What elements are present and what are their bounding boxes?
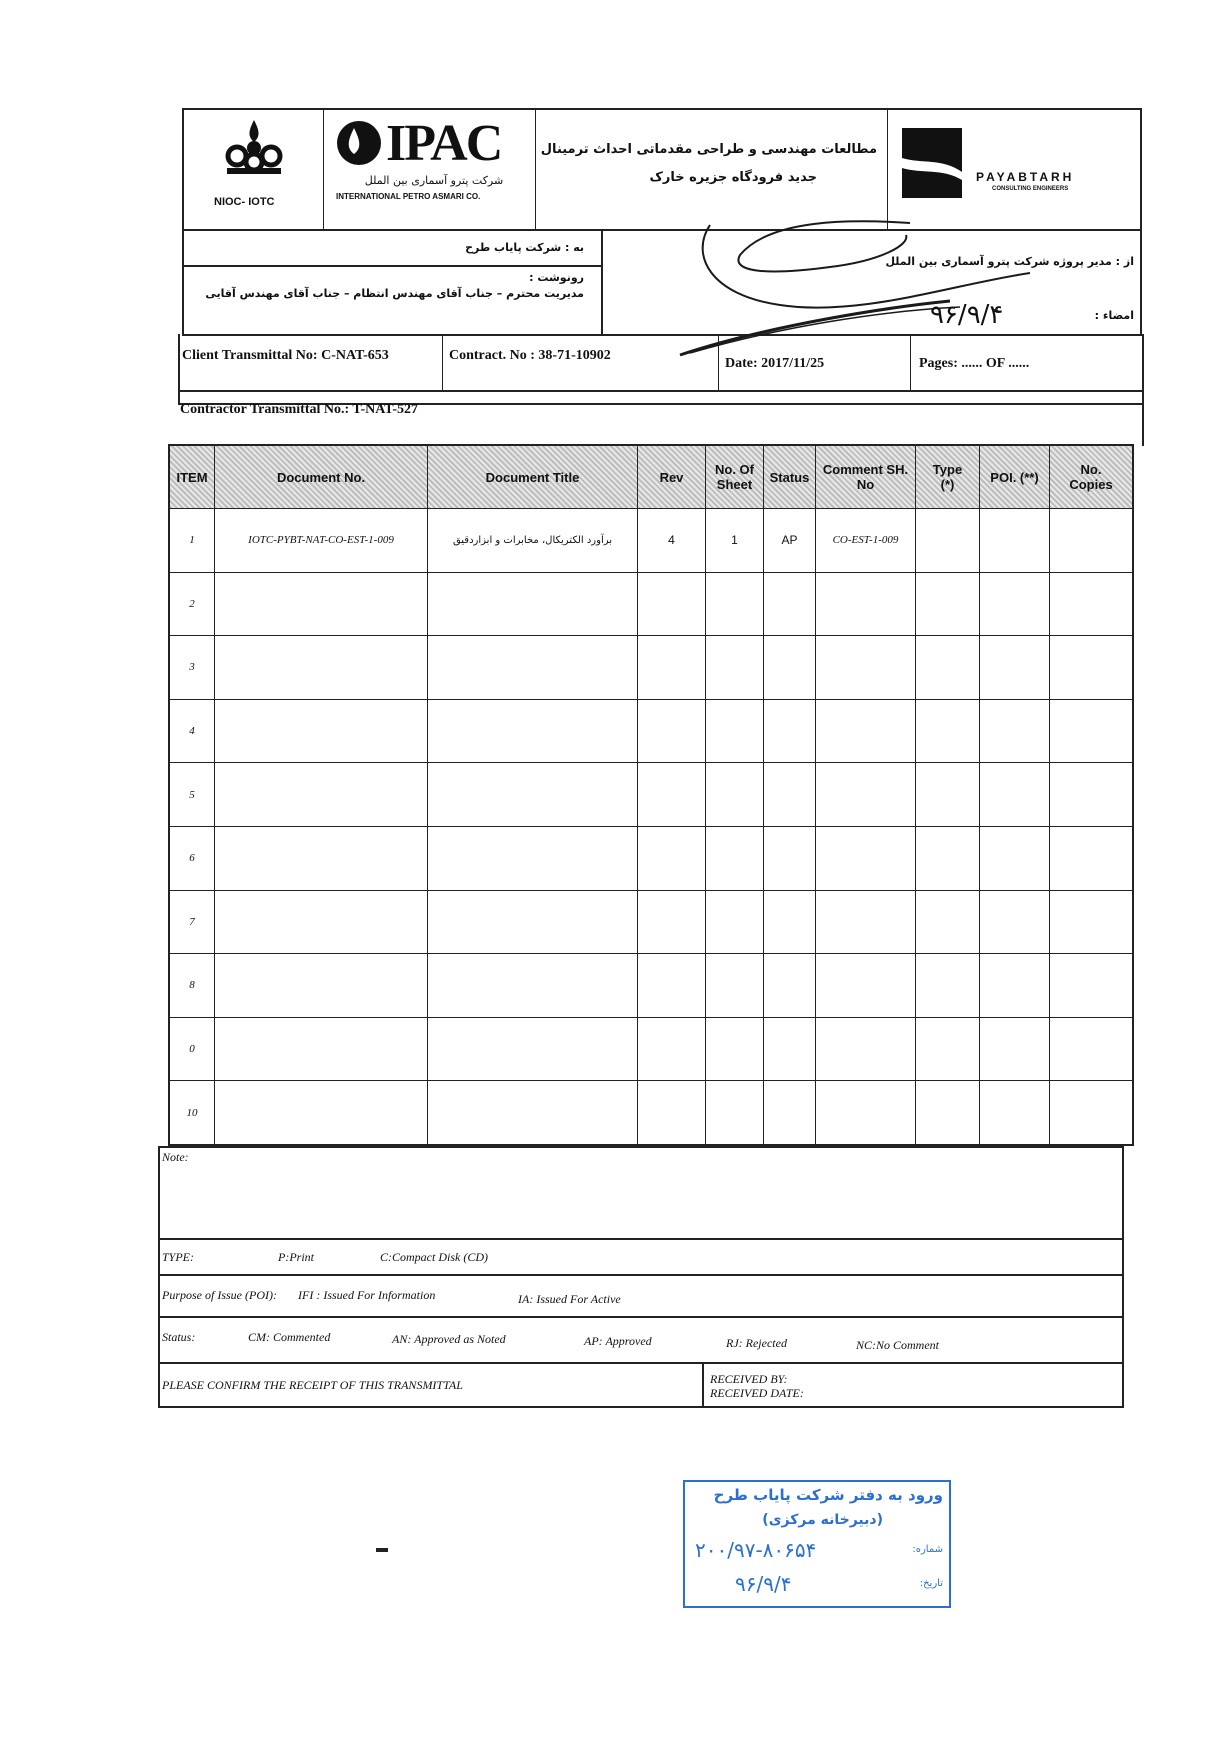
table-row — [170, 826, 1132, 890]
contract-no: Contract. No : 38-71-10902 — [449, 348, 611, 363]
cell-sheets — [706, 954, 764, 1017]
registry-stamp — [683, 1480, 951, 1608]
table-row — [170, 508, 1132, 572]
table-row — [170, 1017, 1132, 1081]
table-row — [170, 762, 1132, 826]
cell-comment: CO-EST-1-009 — [816, 509, 916, 572]
col-poi: POI. (**) — [980, 446, 1050, 508]
poi-row — [160, 1276, 1122, 1318]
col-sheets: No. Of Sheet — [706, 446, 764, 508]
cell-type — [916, 636, 980, 699]
cell-poi — [980, 1018, 1050, 1081]
status-row — [160, 1318, 1122, 1364]
cell-rev: 4 — [638, 509, 706, 572]
cell-item: 5 — [170, 763, 215, 826]
cell-doc-title — [428, 1018, 638, 1081]
table-row — [170, 953, 1132, 1017]
cell-poi — [980, 954, 1050, 1017]
poi-label: Purpose of Issue (POI): — [162, 1288, 277, 1302]
cell-copies — [1050, 763, 1132, 826]
contractor-transmittal-no: Contractor Transmittal No.: T-NAT-527 — [180, 402, 418, 417]
status-cm: CM: Commented — [248, 1330, 331, 1344]
cell-poi — [980, 636, 1050, 699]
cell-item: 8 — [170, 954, 215, 1017]
project-title-line2: جدید فرودگاه جزیره خارک — [649, 170, 817, 185]
stamp-line1: ورود به دفتر شرکت پایاب طرح — [713, 1486, 943, 1504]
cell-rev — [638, 636, 706, 699]
cell-doc-no — [215, 954, 428, 1017]
received-date: RECEIVED DATE: — [710, 1386, 804, 1400]
status-label: Status: — [162, 1330, 196, 1344]
cell-rev — [638, 827, 706, 890]
stamp-number: ۲۰۰/۹۷-۸۰۶۵۴ — [695, 1538, 817, 1562]
type-print: P:Print — [278, 1250, 314, 1264]
cell-doc-title — [428, 636, 638, 699]
cell-sheets — [706, 1081, 764, 1144]
date-value: Date: 2017/11/25 — [725, 356, 825, 371]
cell-comment — [816, 891, 916, 954]
ipac-logo-text: IPAC — [386, 115, 502, 172]
payab-name: PAYABTARH — [976, 170, 1075, 184]
cell-copies — [1050, 636, 1132, 699]
cell-rev — [638, 763, 706, 826]
cell-comment — [816, 827, 916, 890]
cc-text: مدیریت محترم – جناب آقای مهندس انتظام – جناب آقای مهندس آقایی — [205, 287, 584, 300]
stamp-date: ۹۶/۹/۴ — [735, 1572, 792, 1596]
cell-doc-no — [215, 827, 428, 890]
contract-cell — [443, 334, 719, 390]
ipac-cell — [324, 110, 536, 229]
cell-doc-no — [215, 700, 428, 763]
col-doc-title: Document Title — [428, 446, 638, 508]
cell-copies — [1050, 954, 1132, 1017]
note-label: Note: — [162, 1150, 189, 1164]
cell-comment — [816, 700, 916, 763]
col-rev: Rev — [638, 446, 706, 508]
note-row — [160, 1148, 1122, 1240]
status-an: AN: Approved as Noted — [392, 1332, 506, 1346]
nioc-label: NIOC- IOTC — [214, 196, 275, 208]
cc-label: رونوشت : — [529, 271, 584, 284]
cell-poi — [980, 573, 1050, 636]
poi-ia: IA: Issued For Active — [518, 1292, 621, 1306]
cell-status: AP — [764, 509, 816, 572]
col-copies: No. Copies — [1050, 446, 1132, 508]
cell-sheets: 1 — [706, 509, 764, 572]
cell-copies — [1050, 891, 1132, 954]
addressing-divider-v — [601, 231, 603, 334]
contractor-box-right — [1142, 390, 1144, 446]
cell-type — [916, 954, 980, 1017]
cell-sheets — [706, 1018, 764, 1081]
cell-status — [764, 763, 816, 826]
table-row — [170, 572, 1132, 636]
transmittal-bottom-line — [178, 390, 1144, 392]
cell-poi — [980, 509, 1050, 572]
cell-type — [916, 509, 980, 572]
signature-label: امضاء : — [1094, 309, 1134, 322]
table-row — [170, 635, 1132, 699]
cell-comment — [816, 1081, 916, 1144]
pages-value: Pages: ...... OF ...... — [919, 356, 1030, 371]
cell-comment — [816, 1018, 916, 1081]
nioc-logo-icon — [219, 118, 289, 178]
legend-box — [158, 1146, 1124, 1408]
cell-doc-no — [215, 573, 428, 636]
cell-doc-title — [428, 763, 638, 826]
col-type: Type (*) — [916, 446, 980, 508]
type-row — [160, 1240, 1122, 1276]
cell-sheets — [706, 636, 764, 699]
cell-copies — [1050, 573, 1132, 636]
cell-doc-no — [215, 1081, 428, 1144]
cell-item: 0 — [170, 1018, 215, 1081]
cell-poi — [980, 891, 1050, 954]
col-item: ITEM — [170, 446, 215, 508]
cell-type — [916, 573, 980, 636]
type-label: TYPE: — [162, 1250, 195, 1264]
cell-doc-title — [428, 700, 638, 763]
cell-comment — [816, 573, 916, 636]
col-status: Status — [764, 446, 816, 508]
poi-ifi: IFI : Issued For Information — [298, 1288, 436, 1302]
cell-copies — [1050, 1081, 1132, 1144]
cell-doc-title — [428, 573, 638, 636]
cell-sheets — [706, 700, 764, 763]
cell-comment — [816, 763, 916, 826]
cell-poi — [980, 700, 1050, 763]
ipac-drop-icon — [334, 118, 384, 168]
confirm-text: PLEASE CONFIRM THE RECEIPT OF THIS TRANSMITTAL — [162, 1378, 463, 1392]
table-row — [170, 1080, 1132, 1144]
project-title-cell — [536, 110, 888, 229]
table-header — [170, 446, 1132, 508]
cell-doc-title — [428, 1081, 638, 1144]
cell-item: 2 — [170, 573, 215, 636]
cell-type — [916, 1018, 980, 1081]
cell-type — [916, 1081, 980, 1144]
cell-type — [916, 763, 980, 826]
payab-logo-icon — [902, 128, 962, 198]
cell-type — [916, 700, 980, 763]
date-cell — [719, 334, 911, 390]
cell-item: 7 — [170, 891, 215, 954]
status-rj: RJ: Rejected — [726, 1336, 787, 1350]
cell-item: 10 — [170, 1081, 215, 1144]
cell-status — [764, 954, 816, 1017]
cell-item: 4 — [170, 700, 215, 763]
cell-doc-title: برآورد الکتریکال، مخابرات و ابزاردقیق — [428, 509, 638, 572]
cell-type — [916, 891, 980, 954]
header-box — [182, 108, 1142, 231]
table-row — [170, 699, 1132, 763]
cell-poi — [980, 763, 1050, 826]
cell-item: 1 — [170, 509, 215, 572]
stamp-number-label: شماره: — [912, 1544, 943, 1555]
client-transmittal-no: Client Transmittal No: C-NAT-653 — [182, 348, 389, 363]
payab-cell — [888, 110, 1142, 229]
cell-status — [764, 636, 816, 699]
cell-status — [764, 1018, 816, 1081]
cell-copies — [1050, 509, 1132, 572]
addressing-divider-h — [184, 265, 603, 267]
status-ap: AP: Approved — [584, 1334, 652, 1348]
to-field: به : شرکت پایاب طرح — [465, 241, 584, 254]
stamp-date-label: تاریخ: — [919, 1578, 943, 1589]
cell-type — [916, 827, 980, 890]
page-mark — [376, 1548, 388, 1552]
type-cd: C:Compact Disk (CD) — [380, 1250, 488, 1264]
cell-rev — [638, 891, 706, 954]
cell-doc-no — [215, 891, 428, 954]
handwritten-date: ۹۶/۹/۴ — [930, 300, 1004, 330]
cell-sheets — [706, 763, 764, 826]
cell-status — [764, 891, 816, 954]
pages-cell — [911, 334, 1142, 390]
cell-rev — [638, 1081, 706, 1144]
col-doc-no: Document No. — [215, 446, 428, 508]
cell-sheets — [706, 827, 764, 890]
cell-doc-no — [215, 636, 428, 699]
cell-copies — [1050, 700, 1132, 763]
cell-comment — [816, 636, 916, 699]
project-title-line1: مطالعات مهندسی و طراحی مقدماتی احداث ترمینال — [540, 142, 877, 157]
table-body — [170, 508, 1132, 1144]
nioc-cell — [184, 110, 324, 229]
document-table — [168, 444, 1134, 1146]
ipac-fa-name: شرکت پترو آسماری بین الملل — [364, 174, 504, 187]
table-row — [170, 890, 1132, 954]
cell-sheets — [706, 891, 764, 954]
cell-sheets — [706, 573, 764, 636]
ipac-en-name: INTERNATIONAL PETRO ASMARI CO. — [336, 192, 481, 201]
cell-status — [764, 827, 816, 890]
cell-status — [764, 700, 816, 763]
cell-copies — [1050, 1018, 1132, 1081]
cell-doc-title — [428, 891, 638, 954]
cell-rev — [638, 573, 706, 636]
cell-rev — [638, 1018, 706, 1081]
confirm-row — [160, 1364, 1122, 1408]
cell-poi — [980, 827, 1050, 890]
cell-poi — [980, 1081, 1050, 1144]
client-transmittal-cell — [180, 334, 443, 390]
cell-doc-no — [215, 1018, 428, 1081]
transmittal-row — [178, 334, 1144, 405]
cell-doc-title — [428, 827, 638, 890]
from-field: از : مدیر پروژه شرکت پترو آسماری بین الملل — [885, 255, 1134, 268]
cell-doc-no — [215, 763, 428, 826]
confirm-divider — [702, 1364, 704, 1408]
cell-rev — [638, 954, 706, 1017]
cell-status — [764, 573, 816, 636]
cell-status — [764, 1081, 816, 1144]
cell-item: 6 — [170, 827, 215, 890]
cell-rev — [638, 700, 706, 763]
col-comment: Comment SH. No — [816, 446, 916, 508]
cell-doc-no: IOTC-PYBT-NAT-CO-EST-1-009 — [215, 509, 428, 572]
cell-doc-title — [428, 954, 638, 1017]
cell-copies — [1050, 827, 1132, 890]
cell-item: 3 — [170, 636, 215, 699]
received-by: RECEIVED BY: — [710, 1372, 788, 1386]
stamp-line2: (دبیرخانه مرکزی) — [762, 1512, 883, 1528]
payab-sub: CONSULTING ENGINEERS — [992, 186, 1069, 192]
status-nc: NC:No Comment — [856, 1338, 940, 1352]
cell-comment — [816, 954, 916, 1017]
